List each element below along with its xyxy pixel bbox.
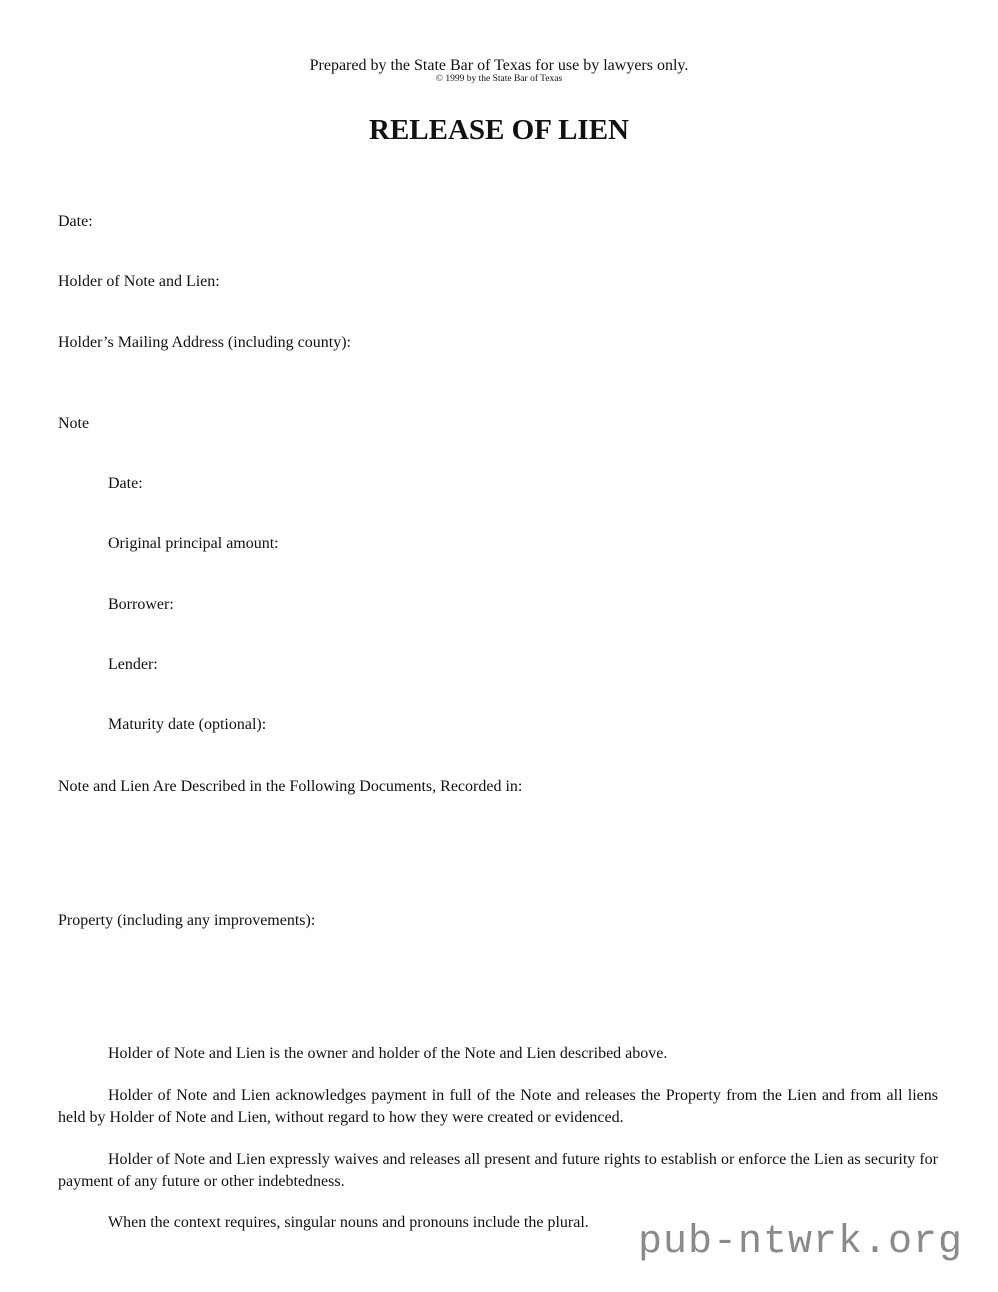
prepared-notice: Prepared by the State Bar of Texas for use by lawyers only. <box>309 57 689 74</box>
maturity-date-label: Maturity date (optional): <box>108 716 267 733</box>
lender-label: Lender: <box>108 656 158 673</box>
principal-amount-label: Original principal amount: <box>108 535 279 552</box>
copyright-notice: © 1999 by the State Bar of Texas <box>435 74 563 84</box>
paragraph-ownership: Holder of Note and Lien is the owner and holder of the Note and Lien described above. <box>108 1045 668 1062</box>
borrower-label: Borrower: <box>108 596 174 613</box>
paragraph-plural: When the context requires, singular nouns and pronouns include the plural. <box>108 1214 589 1231</box>
mailing-address-label: Holder’s Mailing Address (including county): <box>58 334 351 351</box>
property-label: Property (including any improvements): <box>58 912 316 929</box>
recorded-documents-label: Note and Lien Are Described in the Following Documents, Recorded in: <box>58 778 523 795</box>
paragraph-release: Holder of Note and Lien acknowledges payment in full of the Note and releases the Property from the Lien and from all liens held by Holder of Note and Lien, without regard to how they were created or evidenced. <box>58 1087 938 1126</box>
date-label: Date: <box>58 213 93 230</box>
note-date-label: Date: <box>108 475 143 492</box>
paragraph-waiver: Holder of Note and Lien expressly waives and releases all present and future rights to establish or enforce the Lien as security for payment of any future or other indebtedness. <box>58 1151 938 1190</box>
watermark: pub-ntwrk.org <box>638 1220 964 1265</box>
document-title: RELEASE OF LIEN <box>369 114 629 146</box>
note-heading: Note <box>58 415 90 432</box>
holder-label: Holder of Note and Lien: <box>58 273 220 290</box>
